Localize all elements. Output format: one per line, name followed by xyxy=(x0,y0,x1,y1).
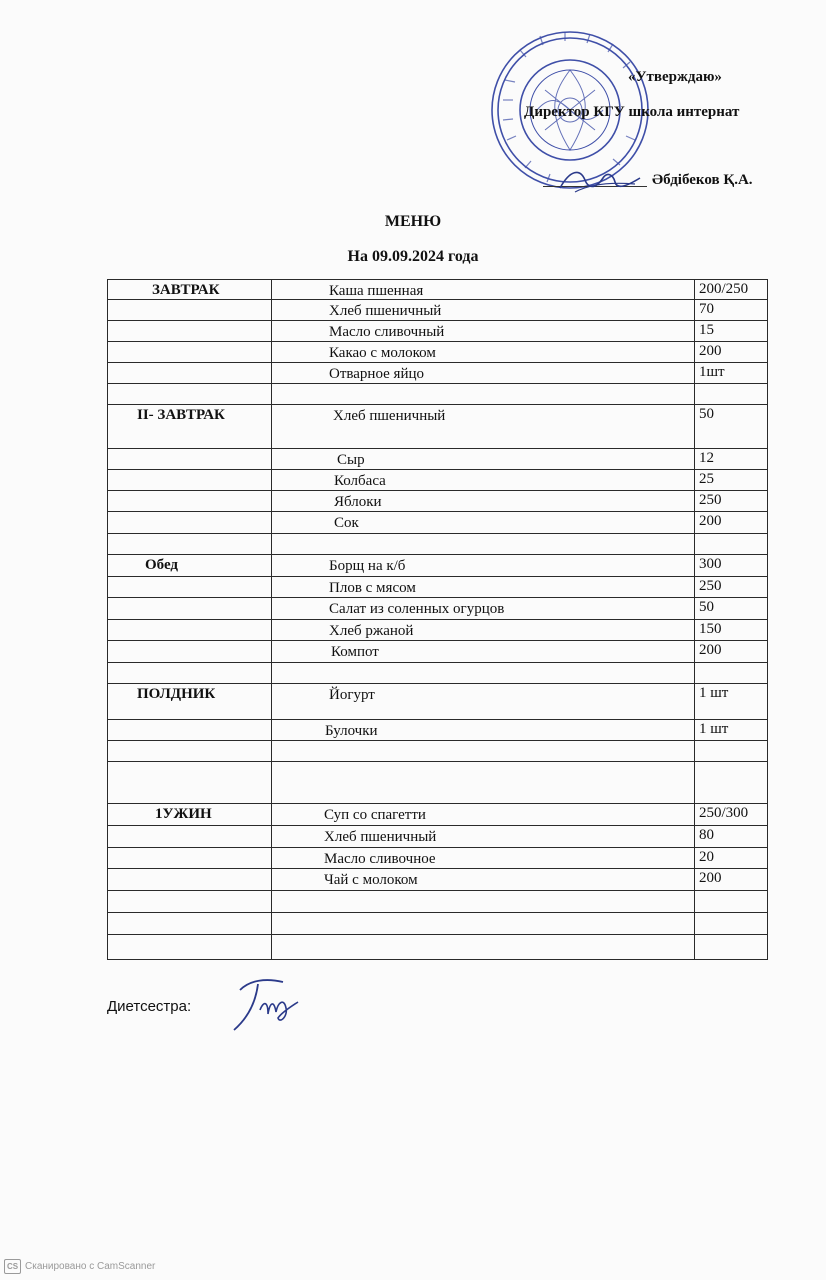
menu-dish-quantity: 12 xyxy=(699,450,714,466)
dietitian-signature xyxy=(228,972,308,1037)
director-signature xyxy=(555,160,645,200)
menu-dish-name: Йогурт xyxy=(329,687,375,703)
table-row-divider xyxy=(107,847,768,848)
table-row-divider xyxy=(107,533,768,534)
table-row-divider xyxy=(107,912,768,913)
menu-dish-quantity: 250 xyxy=(699,492,722,508)
menu-dish-quantity: 250/300 xyxy=(699,805,749,821)
menu-dish-quantity: 1 шт xyxy=(699,685,729,701)
table-row-divider xyxy=(107,825,768,826)
menu-dish-quantity: 1шт xyxy=(699,364,725,380)
table-row-divider xyxy=(107,469,768,470)
menu-section-label: II- ЗАВТРАК xyxy=(137,407,225,423)
table-row-divider xyxy=(107,448,768,449)
approval-label: «Утверждаю» xyxy=(628,69,722,85)
table-row-divider xyxy=(107,279,768,280)
table-row-divider xyxy=(107,404,768,405)
menu-dish-name: Плов с мясом xyxy=(329,580,416,596)
menu-dish-quantity: 15 xyxy=(699,322,714,338)
table-row-divider xyxy=(107,554,768,555)
menu-dish-name: Борщ на к/б xyxy=(329,558,406,574)
table-row-divider xyxy=(107,383,768,384)
table-row-divider xyxy=(107,576,768,577)
menu-dish-name: Суп со спагетти xyxy=(324,807,426,823)
menu-dish-quantity: 200 xyxy=(699,870,722,886)
table-row-divider xyxy=(107,683,768,684)
menu-dish-name: Сыр xyxy=(337,452,365,468)
menu-dish-quantity: 200 xyxy=(699,343,722,359)
table-row-divider xyxy=(107,299,768,300)
date-line: На 09.09.2024 года xyxy=(347,248,479,265)
menu-section-label: Обед xyxy=(145,557,179,573)
menu-dish-name: Салат из соленных огурцов xyxy=(329,601,505,617)
table-row-divider xyxy=(107,761,768,762)
menu-dish-quantity: 80 xyxy=(699,827,714,843)
menu-dish-name: Сок xyxy=(334,515,359,531)
table-row-divider xyxy=(107,320,768,321)
menu-dish-quantity: 50 xyxy=(699,599,714,615)
table-row-divider xyxy=(107,511,768,512)
menu-dish-name: Булочки xyxy=(325,723,378,739)
menu-dish-quantity: 20 xyxy=(699,849,714,865)
camscanner-watermark xyxy=(4,1259,155,1274)
menu-dish-name: Масло сливочный xyxy=(329,324,445,340)
menu-dish-name: Какао с молоком xyxy=(329,345,436,361)
table-row-divider xyxy=(107,640,768,641)
menu-dish-name: Хлеб ржаной xyxy=(329,623,414,639)
table-border-bottom xyxy=(107,959,768,960)
menu-table xyxy=(107,279,768,960)
menu-dish-quantity: 150 xyxy=(699,621,722,637)
menu-dish-name: Компот xyxy=(331,644,379,660)
menu-section-label: ПОЛДНИК xyxy=(137,686,216,702)
menu-dish-name: Хлеб пшеничный xyxy=(333,408,446,424)
director-name: Әбдібеков Қ.А. xyxy=(652,172,753,188)
table-row-divider xyxy=(107,740,768,741)
menu-dish-name: Яблоки xyxy=(334,494,382,510)
table-row-divider xyxy=(107,597,768,598)
table-row-divider xyxy=(107,662,768,663)
menu-dish-quantity: 250 xyxy=(699,578,722,594)
menu-dish-quantity: 200/250 xyxy=(699,281,749,297)
table-row-divider xyxy=(107,719,768,720)
menu-dish-quantity: 300 xyxy=(699,556,722,572)
menu-section-label: 1УЖИН xyxy=(155,806,212,822)
menu-dish-quantity: 1 шт xyxy=(699,721,729,737)
menu-dish-name: Хлеб пшеничный xyxy=(329,303,442,319)
menu-dish-name: Чай с молоком xyxy=(324,872,418,888)
menu-dish-quantity: 200 xyxy=(699,513,722,529)
menu-dish-quantity: 200 xyxy=(699,642,722,658)
page-title: МЕНЮ xyxy=(384,213,442,230)
menu-dish-quantity: 25 xyxy=(699,471,714,487)
dietitian-label: Диетсестра: xyxy=(107,998,192,1015)
table-row-divider xyxy=(107,868,768,869)
table-row-divider xyxy=(107,362,768,363)
menu-dish-name: Колбаса xyxy=(334,473,386,489)
menu-section-label: ЗАВТРАК xyxy=(152,282,220,298)
table-row-divider xyxy=(107,934,768,935)
table-row-divider xyxy=(107,619,768,620)
menu-dish-quantity: 70 xyxy=(699,301,714,317)
table-row-divider xyxy=(107,490,768,491)
menu-dish-name: Каша пшенная xyxy=(329,283,424,299)
camscanner-logo-icon: CS xyxy=(4,1259,21,1274)
director-title: Директор КГУ школа интернат xyxy=(524,104,740,120)
menu-dish-name: Отварное яйцо xyxy=(329,366,425,382)
table-row-divider xyxy=(107,341,768,342)
menu-dish-name: Хлеб пшеничный xyxy=(324,829,437,845)
camscanner-text: Сканировано с CamScanner xyxy=(25,1261,156,1272)
menu-dish-name: Масло сливочное xyxy=(324,851,436,867)
table-row-divider xyxy=(107,890,768,891)
table-row-divider xyxy=(107,803,768,804)
menu-dish-quantity: 50 xyxy=(699,406,714,422)
